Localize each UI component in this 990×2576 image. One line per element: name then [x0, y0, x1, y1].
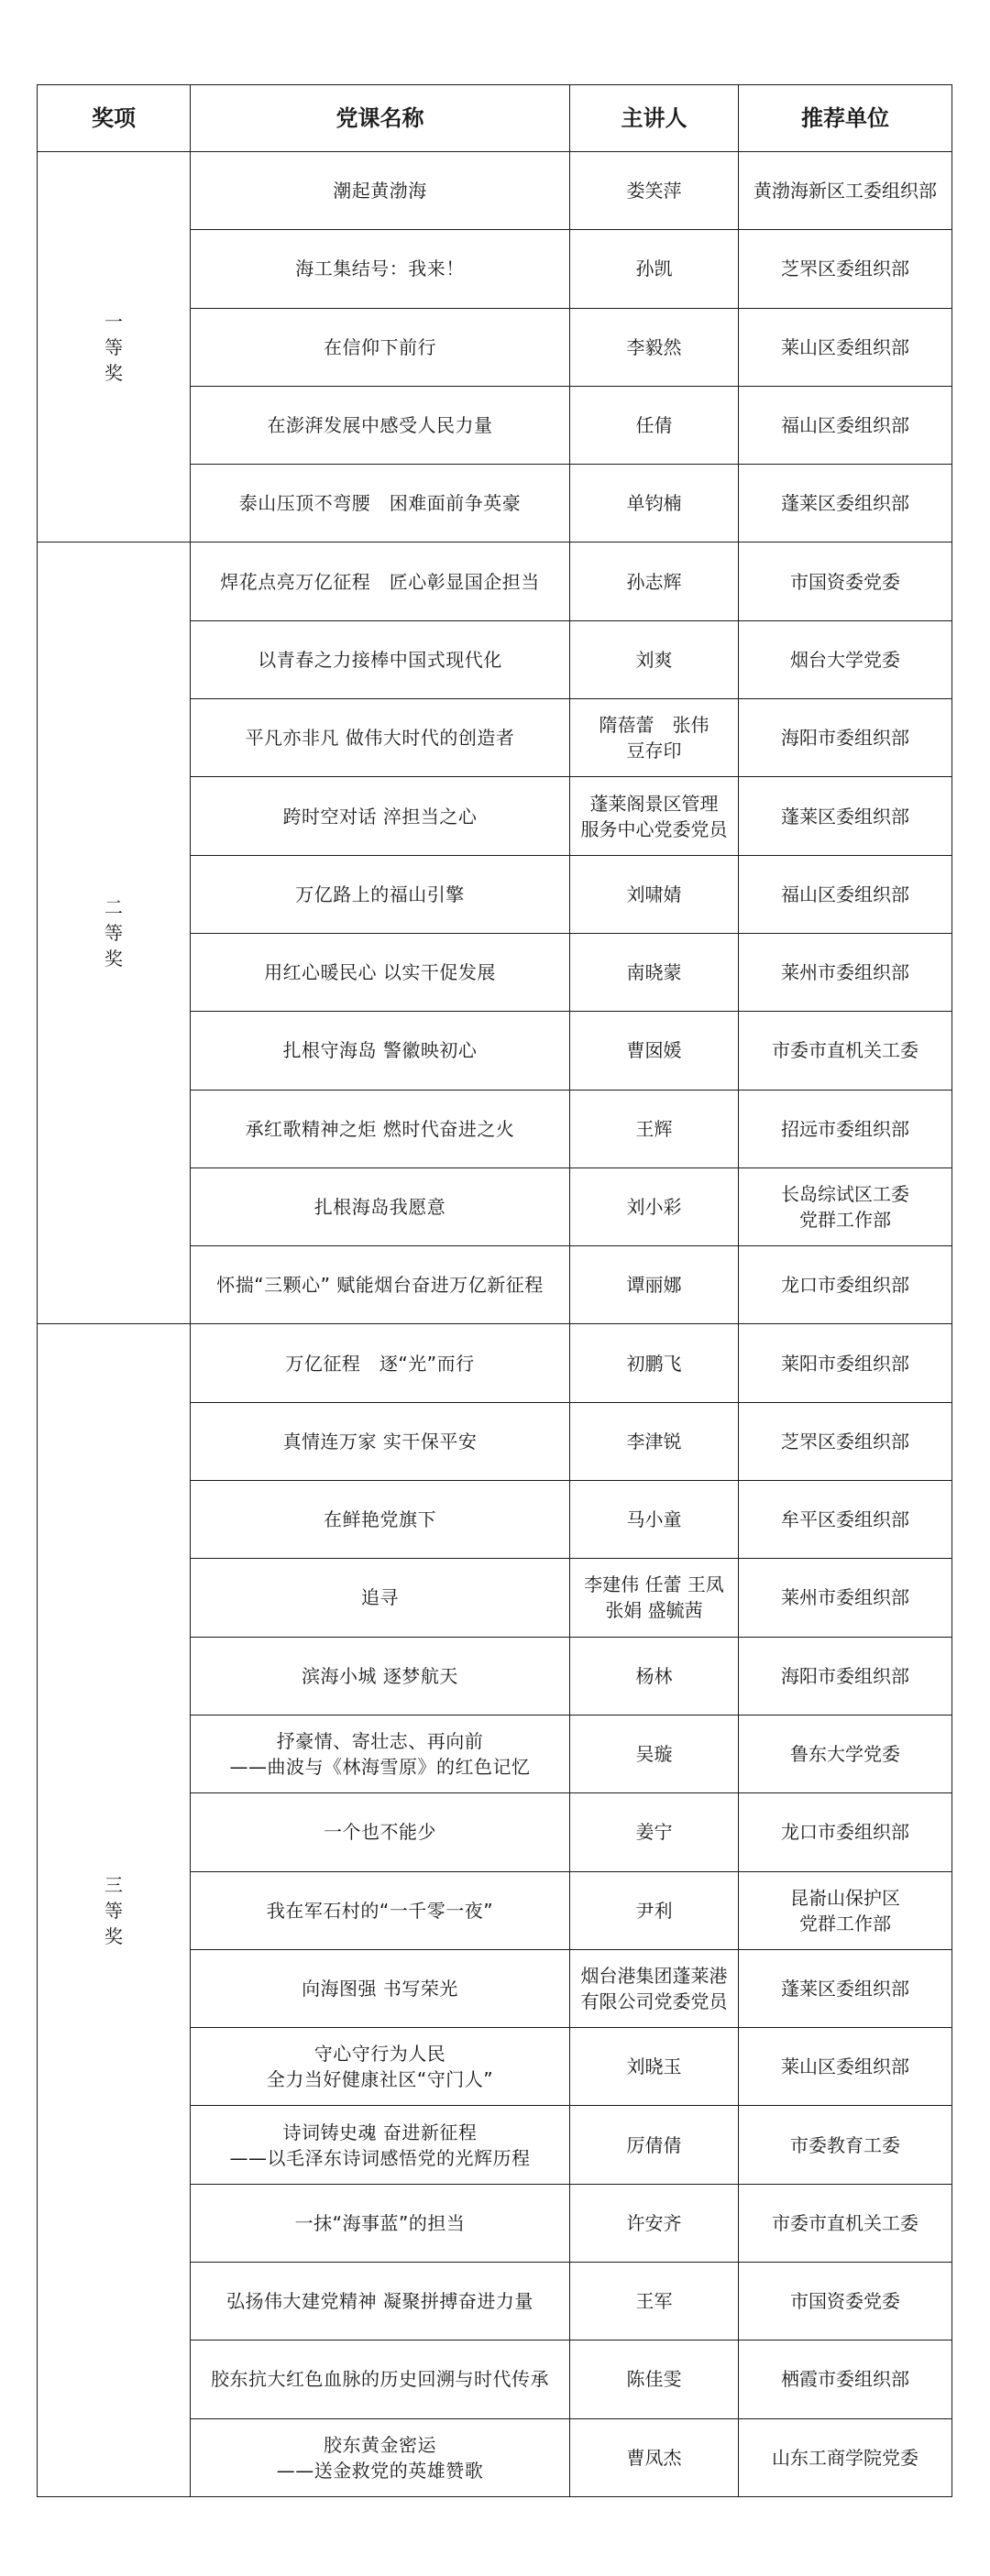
- speaker-cell: 曹凤杰: [570, 2418, 739, 2496]
- speaker-cell: 孙凯: [570, 230, 739, 308]
- speaker-cell: 曹囡媛: [570, 1012, 739, 1090]
- course-name-cell: 以青春之力接棒中国式现代化: [191, 620, 570, 698]
- course-name-cell: 潮起黄渤海: [191, 152, 570, 230]
- recommending-unit-cell: 烟台大学党委: [739, 620, 952, 698]
- recommending-unit-cell: 昆嵛山保护区 党群工作部: [739, 1871, 952, 1949]
- award-level-char: 等: [104, 922, 123, 945]
- award-level-char: 奖: [104, 361, 123, 384]
- recommending-unit-cell: 招远市委组织部: [739, 1090, 952, 1167]
- awards-table: [37, 84, 952, 2497]
- speaker-cell: 杨林: [570, 1637, 739, 1715]
- recommending-unit-cell: 海阳市委组织部: [739, 1637, 952, 1715]
- course-name-cell: 承红歌精神之炬 燃时代奋进之火: [191, 1090, 570, 1167]
- course-name-cell: 在信仰下前行: [191, 308, 570, 386]
- speaker-cell: 尹利: [570, 1871, 739, 1949]
- recommending-unit-cell: 莱州市委组织部: [739, 1559, 952, 1637]
- speaker-cell: 许安齐: [570, 2184, 739, 2262]
- recommending-unit-cell: 蓬莱区委组织部: [739, 777, 952, 855]
- speaker-cell: 南晓蒙: [570, 933, 739, 1011]
- recommending-unit-cell: 市委市直机关工委: [739, 1012, 952, 1090]
- header-row: [38, 85, 952, 152]
- recommending-unit-cell: 芝罘区委组织部: [739, 230, 952, 308]
- recommending-unit-cell: 莱州市委组织部: [739, 933, 952, 1011]
- course-name-cell: 焊花点亮万亿征程 匠心彰显国企担当: [191, 543, 570, 620]
- recommending-unit-cell: 黄渤海新区工委组织部: [739, 152, 952, 230]
- recommending-unit-cell: 海阳市委组织部: [739, 699, 952, 777]
- recommending-unit-cell: 山东工商学院党委: [739, 2418, 952, 2496]
- recommending-unit-cell: 龙口市委组织部: [739, 1793, 952, 1871]
- course-name-cell: 向海图强 书写荣光: [191, 1949, 570, 2027]
- speaker-cell: 谭丽娜: [570, 1246, 739, 1324]
- recommending-unit-cell: 莱阳市委组织部: [739, 1324, 952, 1402]
- award-level-char: 奖: [104, 1924, 123, 1947]
- table-row: [38, 1324, 952, 1402]
- course-name-cell: 用红心暖民心 以实干促发展: [191, 933, 570, 1011]
- recommending-unit-cell: 福山区委组织部: [739, 855, 952, 933]
- speaker-cell: 李毅然: [570, 308, 739, 386]
- award-level-cell: [38, 543, 191, 1324]
- course-name-cell: 万亿路上的福山引擎: [191, 855, 570, 933]
- course-name-cell: 万亿征程 逐“光”而行: [191, 1324, 570, 1402]
- header-speaker: 主讲人: [570, 85, 739, 152]
- award-level-char: 奖: [104, 948, 123, 970]
- speaker-cell: 娄笑萍: [570, 152, 739, 230]
- award-level-char: 一: [104, 310, 123, 333]
- recommending-unit-cell: 莱山区委组织部: [739, 2028, 952, 2106]
- speaker-cell: 孙志辉: [570, 543, 739, 620]
- recommending-unit-cell: 龙口市委组织部: [739, 1246, 952, 1324]
- recommending-unit-cell: 长岛综试区工委 党群工作部: [739, 1167, 952, 1245]
- recommending-unit-cell: 市委教育工委: [739, 2106, 952, 2184]
- speaker-cell: 任倩: [570, 386, 739, 464]
- recommending-unit-cell: 福山区委组织部: [739, 386, 952, 464]
- speaker-cell: 刘晓玉: [570, 2028, 739, 2106]
- table-row: [38, 543, 952, 620]
- course-name-cell: 抒豪情、寄壮志、再向前 ——曲波与《林海雪原》的红色记忆: [191, 1715, 570, 1792]
- recommending-unit-cell: 市国资委党委: [739, 543, 952, 620]
- award-level-char: 二: [104, 896, 123, 919]
- course-name-cell: 弘扬伟大建党精神 凝聚拼搏奋进力量: [191, 2263, 570, 2340]
- speaker-cell: 陈佳雯: [570, 2340, 739, 2418]
- table-body: [38, 152, 952, 2497]
- course-name-cell: 真情连万家 实干保平安: [191, 1402, 570, 1480]
- award-level-cell: [38, 1324, 191, 2496]
- award-level-cell: [38, 152, 191, 543]
- speaker-cell: 厉倩倩: [570, 2106, 739, 2184]
- recommending-unit-cell: 蓬莱区委组织部: [739, 465, 952, 543]
- speaker-cell: 王军: [570, 2263, 739, 2340]
- course-name-cell: 一抹“海事蓝”的担当: [191, 2184, 570, 2262]
- speaker-cell: 蓬莱阁景区管理 服务中心党委党员: [570, 777, 739, 855]
- recommending-unit-cell: 芝罘区委组织部: [739, 1402, 952, 1480]
- recommending-unit-cell: 栖霞市委组织部: [739, 2340, 952, 2418]
- course-name-cell: 在澎湃发展中感受人民力量: [191, 386, 570, 464]
- award-level-char: 等: [104, 1899, 123, 1922]
- speaker-cell: 初鹏飞: [570, 1324, 739, 1402]
- course-name-cell: 我在军石村的“一千零一夜”: [191, 1871, 570, 1949]
- course-name-cell: 跨时空对话 淬担当之心: [191, 777, 570, 855]
- speaker-cell: 刘小彩: [570, 1167, 739, 1245]
- course-name-cell: 胶东抗大红色血脉的历史回溯与时代传承: [191, 2340, 570, 2418]
- speaker-cell: 烟台港集团蓬莱港 有限公司党委党员: [570, 1949, 739, 2027]
- header-unit: 推荐单位: [739, 85, 952, 152]
- recommending-unit-cell: 蓬莱区委组织部: [739, 1949, 952, 2027]
- course-name-cell: 海工集结号：我来！: [191, 230, 570, 308]
- speaker-cell: 王辉: [570, 1090, 739, 1167]
- document-page: [37, 84, 952, 2497]
- course-name-cell: 泰山压顶不弯腰 困难面前争英豪: [191, 465, 570, 543]
- recommending-unit-cell: 市委市直机关工委: [739, 2184, 952, 2262]
- course-name-cell: 在鲜艳党旗下: [191, 1481, 570, 1559]
- header-award: 奖项: [38, 85, 191, 152]
- course-name-cell: 一个也不能少: [191, 1793, 570, 1871]
- award-level-char: 三: [104, 1873, 123, 1896]
- speaker-cell: 隋蓓蕾 张伟 豆存印: [570, 699, 739, 777]
- speaker-cell: 刘爽: [570, 620, 739, 698]
- header-course: 党课名称: [191, 85, 570, 152]
- course-name-cell: 追寻: [191, 1559, 570, 1637]
- speaker-cell: 马小童: [570, 1481, 739, 1559]
- speaker-cell: 刘啸婧: [570, 855, 739, 933]
- award-level-char: 等: [104, 335, 123, 358]
- speaker-cell: 李建伟 任蕾 王凤 张娟 盛毓茜: [570, 1559, 739, 1637]
- course-name-cell: 守心守行为人民 全力当好健康社区“守门人”: [191, 2028, 570, 2106]
- table-row: [38, 152, 952, 230]
- speaker-cell: 单钧楠: [570, 465, 739, 543]
- course-name-cell: 诗词铸史魂 奋进新征程 ——以毛泽东诗词感悟党的光辉历程: [191, 2106, 570, 2184]
- recommending-unit-cell: 鲁东大学党委: [739, 1715, 952, 1792]
- recommending-unit-cell: 市国资委党委: [739, 2263, 952, 2340]
- course-name-cell: 怀揣“三颗心” 赋能烟台奋进万亿新征程: [191, 1246, 570, 1324]
- speaker-cell: 李津锐: [570, 1402, 739, 1480]
- speaker-cell: 吴璇: [570, 1715, 739, 1792]
- recommending-unit-cell: 莱山区委组织部: [739, 308, 952, 386]
- course-name-cell: 胶东黄金密运 ——送金救党的英雄赞歌: [191, 2418, 570, 2496]
- speaker-cell: 姜宁: [570, 1793, 739, 1871]
- course-name-cell: 平凡亦非凡 做伟大时代的创造者: [191, 699, 570, 777]
- course-name-cell: 扎根守海岛 警徽映初心: [191, 1012, 570, 1090]
- course-name-cell: 滨海小城 逐梦航天: [191, 1637, 570, 1715]
- recommending-unit-cell: 牟平区委组织部: [739, 1481, 952, 1559]
- course-name-cell: 扎根海岛我愿意: [191, 1167, 570, 1245]
